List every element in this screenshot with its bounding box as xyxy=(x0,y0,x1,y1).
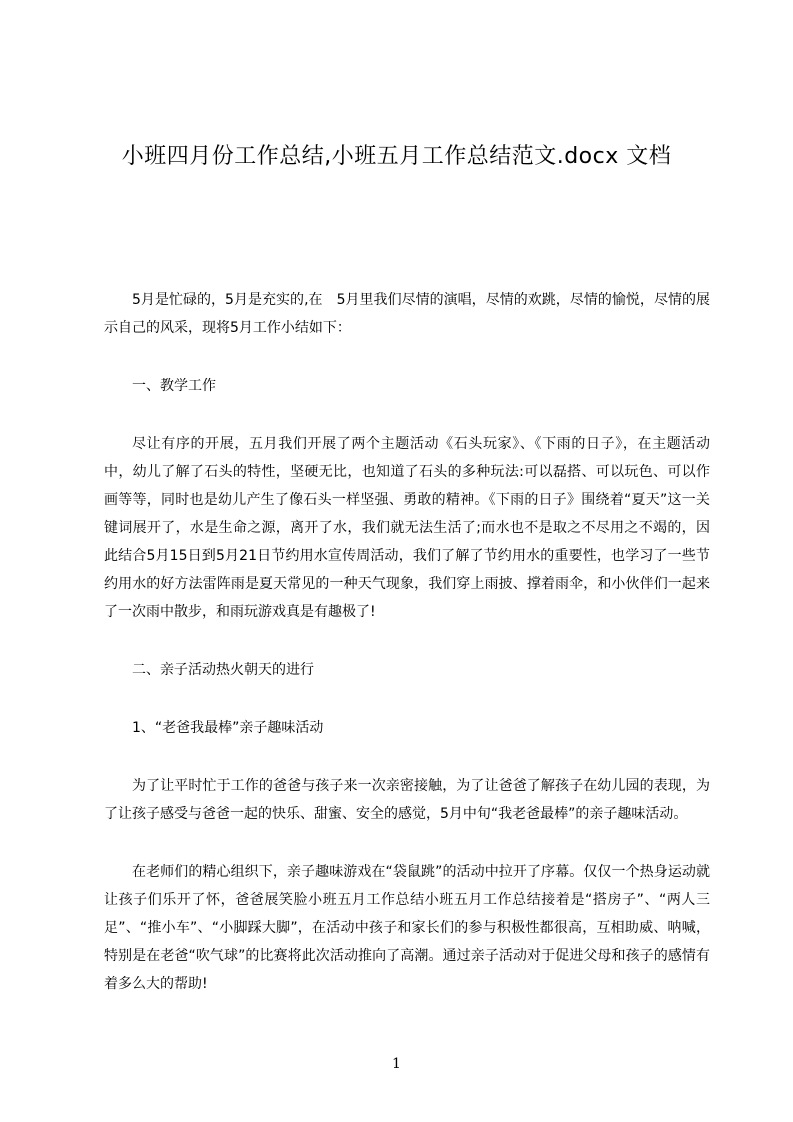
dad-activity-paragraph: 为了让平时忙于工作的爸爸与孩子来一次亲密接触，为了让爸爸了解孩子在幼儿园的表现，为了让孩子感受与爸爸一起的快乐、甜蜜、安全的感觉，5月中旬“我老爸最棒”的亲子趣味活动。 xyxy=(104,778,710,822)
section-heading-teaching: 一、教学工作 xyxy=(132,378,216,394)
subsection-heading-dad-best: 1、“老爸我最棒”亲子趣味活动 xyxy=(132,720,324,736)
document-title: 小班四月份工作总结,小班五月工作总结范文.docx 文档 xyxy=(121,144,672,169)
document-body xyxy=(104,286,710,998)
teaching-paragraph: 尽让有序的开展，五月我们开展了两个主题活动《石头玩家》、《下雨的日子》，在主题活动中，幼儿了解了石头的特性，坚硬无比，也知道了石头的多种玩法:可以磊搭、可以玩色、可以作画等等，同时也是幼儿产生了像石头一样坚强、勇敢的精神。《下雨的日子》围绕着“夏天”这一关键词展开了，水是生命之源，离开了水，我们就无法生活了;而水也不是取之不尽用之不竭的，因此结合5月15日到5月21日节约用水宣传周活动，我们了解了节约用水的重要性，也学习了一些节约用水的好方法雷阵雨是夏天常见的一种天气现象，我们穿上雨披、撑着雨伞，和小伙伴们一起来了一次雨中散步，和雨玩游戏真是有趣极了! xyxy=(104,436,710,620)
section-heading-parent-child: 二、亲子活动热火朝天的进行 xyxy=(132,662,314,678)
games-paragraph: 在老师们的精心组织下，亲子趣味游戏在“袋鼠跳”的活动中拉开了序幕。仅仅一个热身运动就让孩子们乐开了怀，爸爸展笑脸小班五月工作总结小班五月工作总结接着是“搭房子”、“两人三足”、“推小车”、“小脚踩大脚”，在活动中孩子和家长们的参与积极性都很高，互相助威、呐喊，特别是在老爸“吹气球”的比赛将此次活动推向了高潮。通过亲子活动对于促进父母和孩子的感情有着多么大的帮助! xyxy=(104,864,710,992)
page-number: 1 xyxy=(392,1056,401,1072)
intro-paragraph: 5月是忙碌的，5月是充实的,在 5月里我们尽情的演唱，尽情的欢跳，尽情的愉悦，尽情的展示自己的风采，现将5月工作小结如下： xyxy=(104,292,710,336)
